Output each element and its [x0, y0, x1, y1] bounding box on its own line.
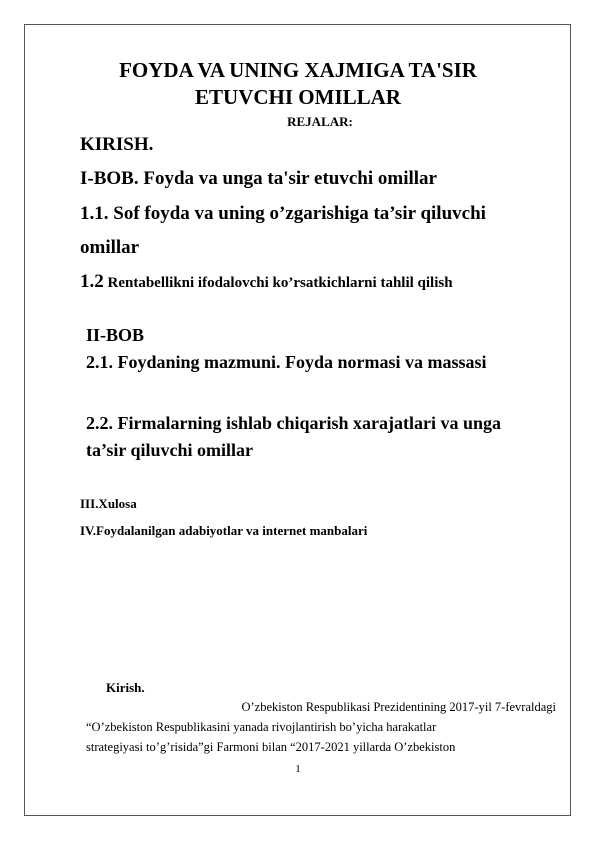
plan-item-2-2-line2: ta’sir qiluvchi omillar	[86, 440, 254, 460]
intro-paragraph-line2: “O’zbekiston Respublikasini yanada rivojlantirish bo’yicha harakatlar	[86, 720, 437, 734]
plan-item-1-1-line2: omillar	[80, 237, 140, 258]
intro-paragraph-line3: strategiyasi to’g’risida”gi Farmoni bilan “2017-2021 yillarda O’zbekiston	[86, 740, 456, 754]
plan-chapter1: I-BOB. Foyda va unga ta'sir etuvchi omillar	[80, 168, 437, 189]
plan-item-1-2-text: Rentabellikni ifodalovchi ko’rsatkichlarni tahlil qilish	[103, 275, 453, 291]
plan-chapter2: II-BOB	[86, 325, 145, 345]
plan-heading: REJALAR:	[287, 114, 353, 129]
plan-kirish: KIRISH.	[80, 134, 154, 155]
intro-paragraph-line1: O’zbekiston Respublikasi Prezidentining 2017-yil 7-fevraldagi	[241, 700, 556, 714]
plan-item-1-2	[80, 271, 453, 293]
page-number: 1	[295, 763, 301, 775]
plan-conclusion: III.Xulosa	[80, 496, 137, 511]
intro-heading: Kirish.	[106, 680, 145, 695]
document-title-line1: FOYDA VA UNING XAJMIGA TA'SIR	[119, 58, 477, 82]
document-title-line2: ETUVCHI OMILLAR	[195, 85, 401, 109]
plan-references: IV.Foydalanilgan adabiyotlar va internet manbalari	[80, 523, 368, 538]
plan-item-2-2-line1: 2.2. Firmalarning ishlab chiqarish xarajatlari va unga	[86, 413, 502, 433]
plan-item-2-1: 2.1. Foydaning mazmuni. Foyda normasi va massasi	[86, 352, 487, 372]
plan-item-1-1-line1: 1.1. Sof foyda va uning o’zgarishiga ta’sir qiluvchi	[80, 203, 486, 224]
plan-item-1-2-number: 1.2	[80, 271, 104, 292]
